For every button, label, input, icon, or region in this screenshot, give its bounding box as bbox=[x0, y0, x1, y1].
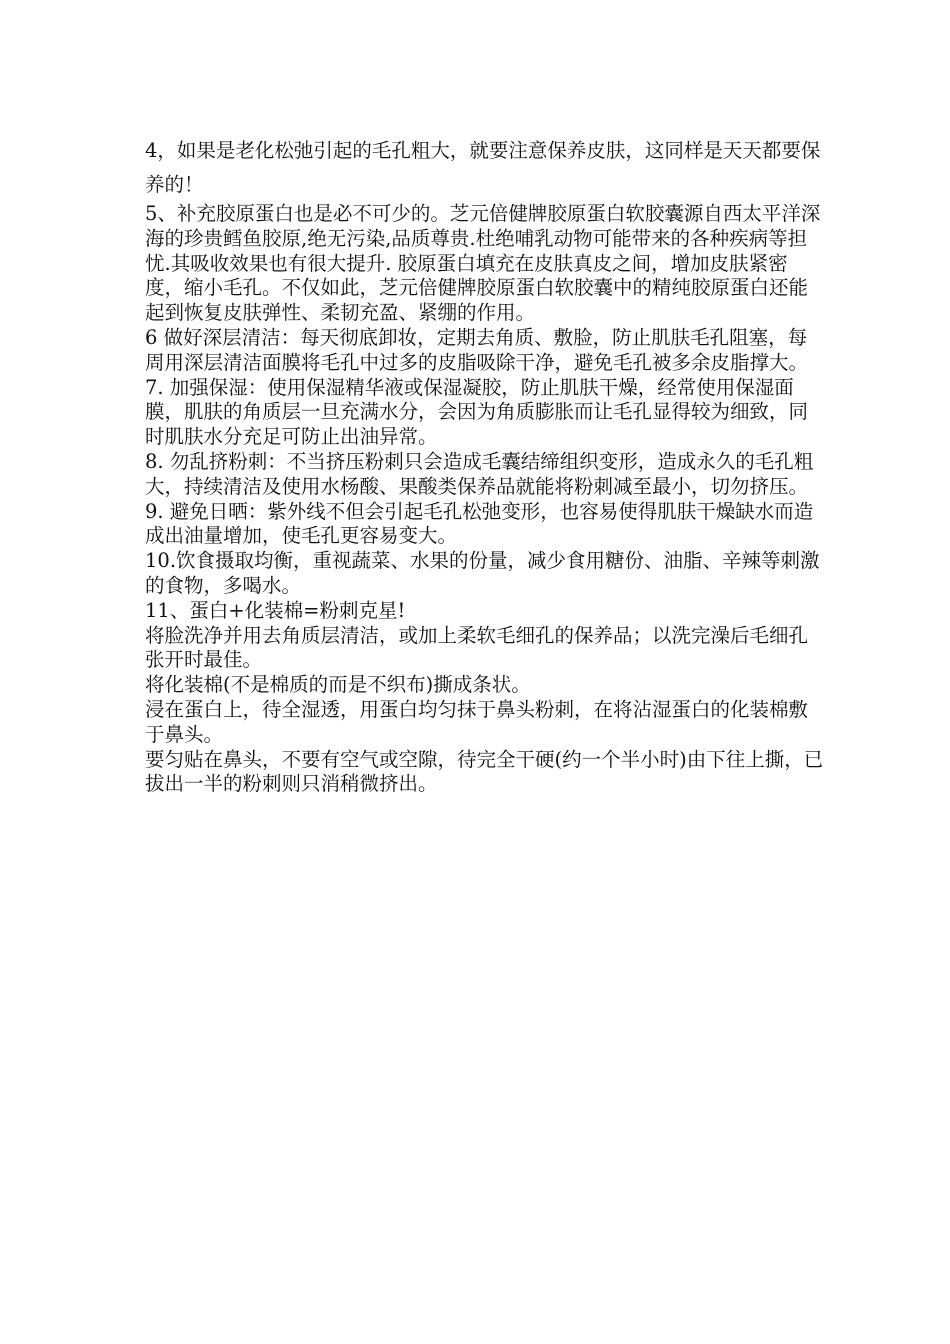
paragraph-step-2: 将化装棉(不是棉质的而是不织布)撕成条状。 bbox=[145, 673, 531, 697]
document-body bbox=[145, 134, 825, 797]
paragraph-step-4: 要匀贴在鼻头，不要有空气或空隙，待完全干硬(约一个半小时)由下往上撕，已拔出一半的粉刺则只消稍微挤出。 bbox=[145, 747, 824, 796]
paragraph-tip-10: 10.饮食摄取均衡，重视蔬菜、水果的份量，减少食用糖份、油脂、辛辣等刺激的食物，多喝水。 bbox=[145, 549, 820, 597]
paragraph-tip-5: 5、补充胶原蛋白也是必不可少的。芝元倍健牌胶原蛋白软胶囊源自西太平洋深海的珍贵鳕鱼胶原,绝无污染,品质尊贵.杜绝哺乳动物可能带来的各种疾病等担忧.其吸收效果也有很大提升. 胶原蛋白填充在皮肤真皮之间，增加皮肤紧密度，缩小毛孔。不仅如此，芝元倍健牌胶原蛋白软胶囊中的精纯胶原蛋白还能起到恢复皮肤弹性、柔韧充盈、紧绷的作用。 bbox=[145, 202, 821, 325]
paragraph-step-3: 浸在蛋白上，待全湿透，用蛋白均匀抹于鼻头粉刺，在将沾湿蛋白的化装棉敷于鼻头。 bbox=[145, 697, 809, 746]
paragraph-tip-4: 4，如果是老化松弛引起的毛孔粗大，就要注意保养皮肤，这同样是天天都要保养的！ bbox=[145, 139, 821, 196]
paragraph-tip-7: 7. 加强保湿：使用保湿精华液或保湿凝胶，防止肌肤干燥，经常使用保湿面膜，肌肤的角质层一旦充满水分，会因为角质膨胀而让毛孔显得较为细致，同时肌肤水分充足可防止出油异常。 bbox=[145, 375, 809, 449]
paragraph-step-1: 将脸洗净并用去角质层清洁，或加上柔软毛细孔的保养品；以洗完澡后毛细孔张开时最佳。 bbox=[145, 623, 809, 672]
paragraph-tip-9: 9. 避免日晒：紫外线不但会引起毛孔松弛变形，也容易使得肌肤干燥缺水而造成出油量增加，使毛孔更容易变大。 bbox=[145, 499, 814, 548]
paragraph-tip-11-heading: 11、蛋白+化装棉=粉刺克星! bbox=[145, 598, 406, 622]
paragraph-tip-6: 6 做好深层清洁：每天彻底卸妆，定期去角质、敷脸，防止肌肤毛孔阻塞，每周用深层清洁面膜将毛孔中过多的皮脂吸除干净，避免毛孔被多余皮脂撑大。 bbox=[145, 325, 809, 374]
paragraph-tip-8: 8. 勿乱挤粉刺：不当挤压粉刺只会造成毛囊结缔组织变形，造成永久的毛孔粗大，持续清洁及使用水杨酸、果酸类保养品就能将粉刺减至最小，切勿挤压。 bbox=[145, 449, 814, 498]
